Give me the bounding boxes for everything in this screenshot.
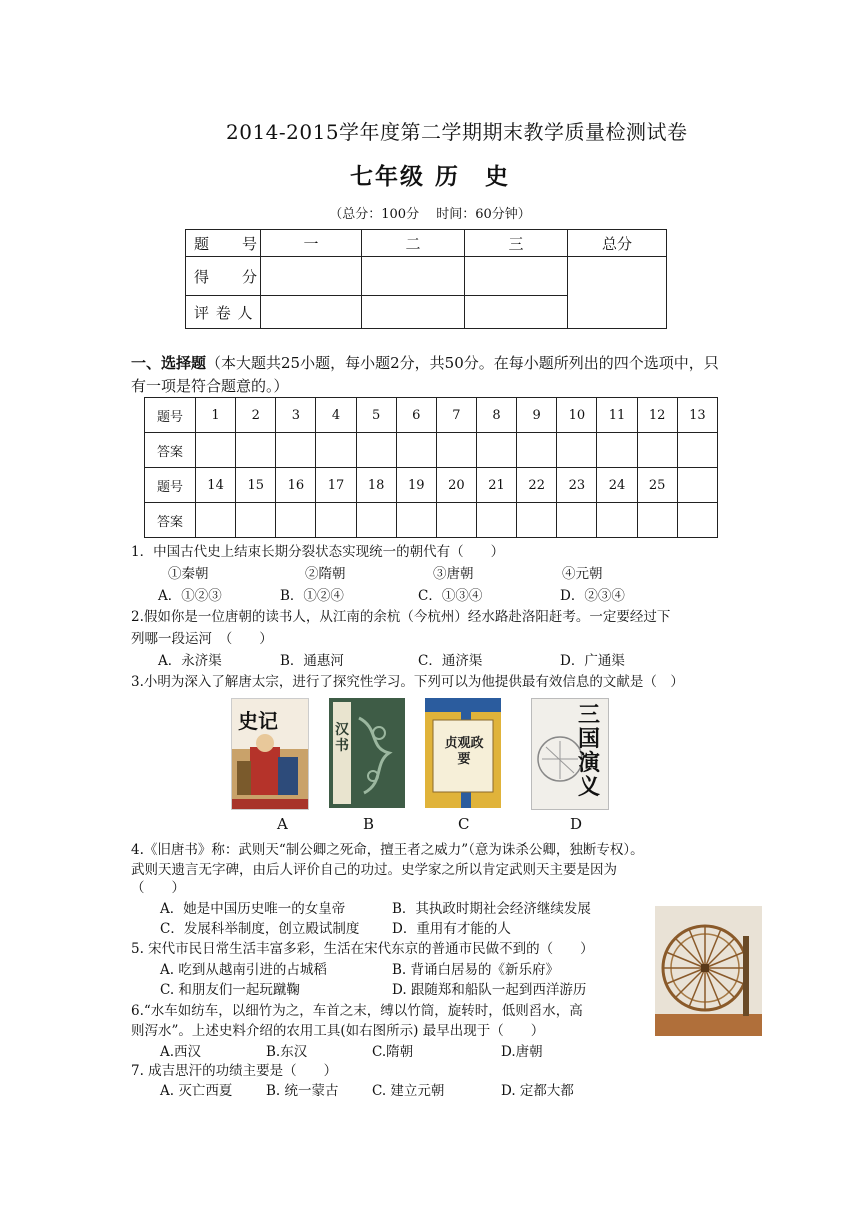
answer-table: [144, 397, 718, 538]
answer-cell[interactable]: [557, 503, 597, 538]
q7-option-c[interactable]: C. 建立元朝: [372, 1083, 445, 1099]
q1-item: ④元朝: [562, 566, 603, 582]
answer-cell[interactable]: [236, 433, 276, 468]
waterwheel-image: [655, 906, 762, 1036]
answer-table-label-ans: 答案: [145, 433, 196, 468]
answer-no: 25: [637, 468, 677, 503]
q4-option-a[interactable]: A．她是中国历史唯一的女皇帝: [160, 901, 346, 917]
section-1-heading: 一、选择题: [131, 354, 207, 372]
q6-option-b[interactable]: B.东汉: [266, 1044, 308, 1060]
q1-item: ③唐朝: [433, 566, 474, 582]
answer-no: 5: [356, 398, 396, 433]
q2-option-a[interactable]: A．永济渠: [158, 653, 222, 669]
exam-title: 2014-2015学年度第二学期期末教学质量检测试卷: [226, 120, 688, 144]
answer-cell[interactable]: [597, 503, 637, 538]
answer-cell[interactable]: [276, 433, 316, 468]
q1-item: ②隋朝: [305, 566, 346, 582]
zhenguan-title: 贞观政要: [444, 736, 484, 767]
score-row-label: 得 分: [186, 257, 261, 296]
answer-no: 20: [436, 468, 476, 503]
answer-no: 15: [236, 468, 276, 503]
q5-option-a[interactable]: A. 吃到从越南引进的占城稻: [160, 962, 327, 978]
answer-cell[interactable]: [637, 503, 677, 538]
answer-no: 12: [637, 398, 677, 433]
question-4-stem-cont: 武则天遗言无字碑，由后人评价自己的功过。史学家之所以肯定武则天主要是因为: [131, 862, 617, 878]
answer-cell[interactable]: [316, 503, 356, 538]
answer-table-label-no: 题号: [145, 468, 196, 503]
q5-option-b[interactable]: B. 背诵白居易的《新乐府》: [392, 962, 560, 978]
score-header-1: 一: [261, 230, 362, 257]
q6-option-d[interactable]: D.唐朝: [501, 1044, 543, 1060]
answer-no: 18: [356, 468, 396, 503]
q5-option-d[interactable]: D. 跟随郑和船队一起到西洋游历: [392, 982, 587, 998]
q2-option-b[interactable]: B．通惠河: [280, 653, 344, 669]
score-table: [185, 229, 667, 329]
answer-cell[interactable]: [196, 433, 236, 468]
q3-option-a[interactable]: A: [277, 815, 288, 833]
answer-no: 6: [396, 398, 436, 433]
book-cover-hanshu[interactable]: [329, 698, 405, 808]
answer-cell[interactable]: [476, 433, 516, 468]
score-header-total: 总分: [568, 230, 667, 257]
answer-cell[interactable]: [436, 503, 476, 538]
answer-no: 1: [196, 398, 236, 433]
q7-option-b[interactable]: B. 统一蒙古: [266, 1083, 339, 1099]
q1-item: ①秦朝: [168, 566, 209, 582]
answer-cell[interactable]: [517, 503, 557, 538]
answer-no: 11: [597, 398, 637, 433]
score-cell[interactable]: [261, 257, 362, 296]
answer-no: 10: [557, 398, 597, 433]
question-5-stem: 5. 宋代市民日常生活丰富多彩，生活在宋代东京的普通市民做不到的（ ）: [131, 941, 594, 957]
question-3-stem: 3.小明为深入了解唐太宗，进行了探究性学习。下列可以为他提供最有效信息的文献是（ ）: [131, 674, 684, 690]
answer-no: 4: [316, 398, 356, 433]
score-header-2: 二: [362, 230, 465, 257]
answer-no: 23: [557, 468, 597, 503]
exam-subtitle: 七年级 历 史: [349, 163, 510, 190]
q4-option-c[interactable]: C．发展科举制度，创立殿试制度: [160, 921, 360, 937]
answer-no: 21: [476, 468, 516, 503]
q7-option-a[interactable]: A. 灭亡西夏: [160, 1083, 233, 1099]
question-6-stem: 6.“水车如纺车，以细竹为之，车首之末，缚以竹筒，旋转时，低则舀水，高: [131, 1003, 583, 1019]
section-1-intro: [131, 352, 731, 398]
answer-no: 19: [396, 468, 436, 503]
q1-option-d[interactable]: D．②③④: [560, 588, 625, 604]
question-6-stem-cont: 则泻水”。上述史料介绍的农用工具(如右图所示) 最早出现于（ ）: [131, 1023, 545, 1039]
answer-table-label-ans: 答案: [145, 503, 196, 538]
answer-cell[interactable]: [677, 433, 717, 468]
q4-option-b[interactable]: B．其执政时期社会经济继续发展: [392, 901, 591, 917]
answer-no: 7: [436, 398, 476, 433]
waterwheel-icon: [655, 906, 762, 1036]
answer-cell[interactable]: [597, 433, 637, 468]
section-1-desc: （本大题共25小题，每小题2分，共50分。在每小题所列出的四个选项中，只有一项是符合题意的。）: [131, 354, 719, 395]
question-4-stem: 4.《旧唐书》称：武则天“制公卿之死命，擅王者之威力”（意为诛杀公卿，独断专权）。: [131, 842, 644, 858]
grader-cell[interactable]: [465, 296, 568, 329]
score-header-3: 三: [465, 230, 568, 257]
grader-row-label: 评 卷 人: [186, 296, 261, 329]
book-cover-shiji[interactable]: [231, 698, 309, 810]
question-2-stem-cont: 列哪一段运河 （ ）: [131, 631, 273, 647]
answer-no: 3: [276, 398, 316, 433]
answer-table-label-no: 题号: [145, 398, 196, 433]
q1-option-b[interactable]: B．①②④: [280, 588, 344, 604]
score-header-label: 题 号: [186, 230, 261, 257]
q6-option-c[interactable]: C.隋朝: [372, 1044, 414, 1060]
answer-no: [677, 468, 717, 503]
grader-cell[interactable]: [362, 296, 465, 329]
score-cell[interactable]: [465, 257, 568, 296]
answer-cell[interactable]: [356, 503, 396, 538]
q4-option-d[interactable]: D．重用有才能的人: [392, 921, 511, 937]
answer-cell[interactable]: [677, 503, 717, 538]
shiji-title: 史记: [238, 709, 278, 733]
hanshu-title: 汉书: [335, 722, 349, 754]
q3-option-d[interactable]: D: [570, 815, 583, 833]
sanguo-title: 三国演义: [578, 702, 601, 800]
question-2-stem: 2.假如你是一位唐朝的读书人，从江南的余杭（今杭州）经水路赴洛阳赶考。一定要经过下: [131, 609, 671, 625]
answer-cell[interactable]: [436, 433, 476, 468]
answer-no: 14: [196, 468, 236, 503]
answer-cell[interactable]: [196, 503, 236, 538]
answer-no: 22: [517, 468, 557, 503]
answer-no: 16: [276, 468, 316, 503]
q5-option-c[interactable]: C. 和朋友们一起玩蹴鞠: [160, 982, 300, 998]
answer-cell[interactable]: [396, 433, 436, 468]
q1-option-a[interactable]: A．①②③: [158, 588, 222, 604]
answer-no: 17: [316, 468, 356, 503]
answer-cell[interactable]: [637, 433, 677, 468]
answer-no: 8: [476, 398, 516, 433]
score-total-cell[interactable]: [568, 257, 667, 329]
q1-option-c[interactable]: C．①③④: [418, 588, 483, 604]
question-1-stem: 1．中国古代史上结束长期分裂状态实现统一的朝代有（ ）: [131, 544, 505, 560]
question-7-stem: 7. 成吉思汗的功绩主要是（ ）: [131, 1063, 338, 1079]
answer-no: 24: [597, 468, 637, 503]
answer-cell[interactable]: [316, 433, 356, 468]
book-cover-zhenguan[interactable]: [425, 698, 501, 808]
grader-cell[interactable]: [261, 296, 362, 329]
answer-cell[interactable]: [236, 503, 276, 538]
q7-option-d[interactable]: D. 定都大都: [501, 1083, 574, 1099]
answer-cell[interactable]: [476, 503, 516, 538]
answer-no: 2: [236, 398, 276, 433]
answer-cell[interactable]: [276, 503, 316, 538]
q3-option-b[interactable]: B: [363, 815, 375, 833]
q2-option-d[interactable]: D．广通渠: [560, 653, 625, 669]
score-cell[interactable]: [362, 257, 465, 296]
answer-cell[interactable]: [356, 433, 396, 468]
answer-cell[interactable]: [557, 433, 597, 468]
q3-option-c[interactable]: C: [458, 815, 470, 833]
question-4-blank: （ ）: [131, 880, 185, 896]
score-time-info: （总分：100分 时间：60分钟）: [329, 207, 531, 222]
book-cover-sanguo[interactable]: [531, 698, 609, 810]
answer-cell[interactable]: [396, 503, 436, 538]
q2-option-c[interactable]: C．通济渠: [418, 653, 483, 669]
answer-no: 13: [677, 398, 717, 433]
answer-cell[interactable]: [517, 433, 557, 468]
answer-no: 9: [517, 398, 557, 433]
q6-option-a[interactable]: A.西汉: [160, 1044, 202, 1060]
